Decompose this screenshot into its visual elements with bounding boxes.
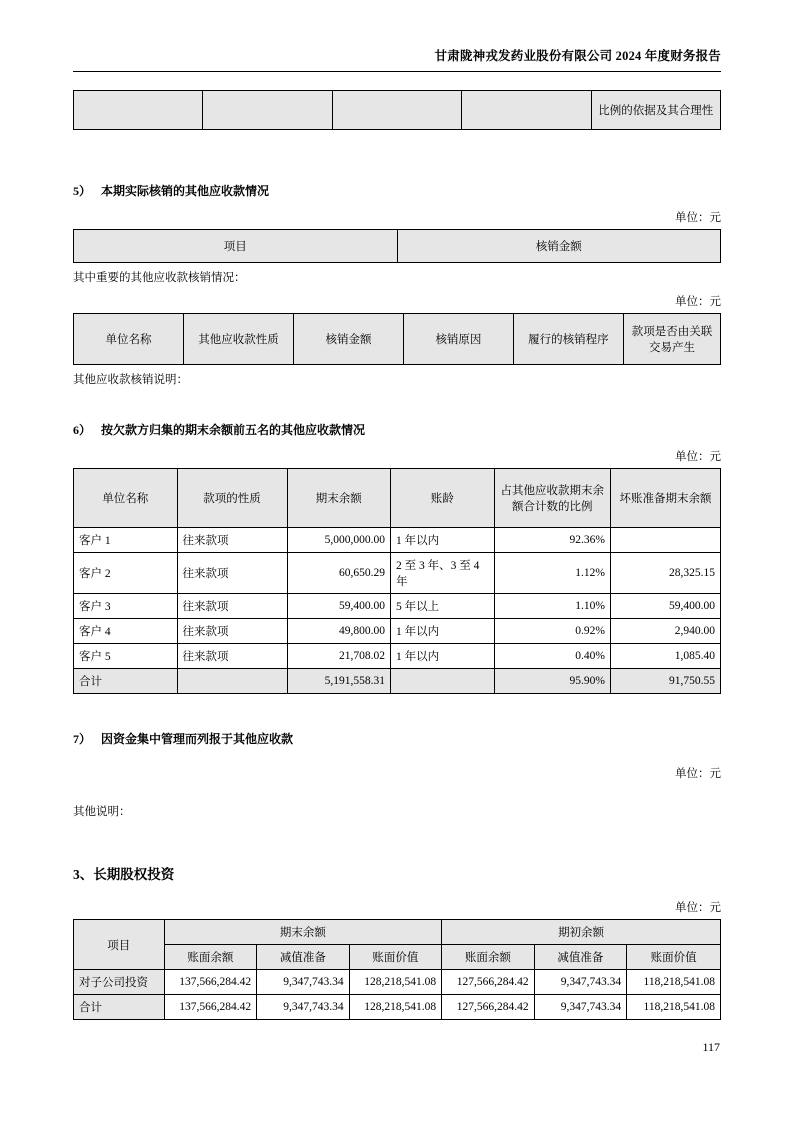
cell-bad-debt (610, 528, 720, 553)
cell-closing-book-balance: 137,566,284.42 (164, 970, 257, 995)
table-row (74, 314, 721, 365)
header-divider (73, 71, 721, 72)
col-header-entity-name: 单位名称 (74, 314, 184, 365)
cell-closing-book-value: 128,218,541.08 (349, 970, 442, 995)
cell-proportion: 92.36% (494, 528, 610, 553)
cell-proportion: 0.92% (494, 619, 610, 644)
cell-item-label: 对子公司投资 (74, 970, 165, 995)
cell-aging: 1 年以内 (391, 644, 495, 669)
section-6-number: 6） (73, 423, 92, 437)
writeoff-summary-table (73, 229, 721, 263)
section-7-number: 7） (73, 732, 92, 746)
cell-entity-name: 客户 5 (74, 644, 178, 669)
unit-label-3: 单位：元 (675, 451, 721, 463)
cell-total-aging (391, 669, 495, 694)
col-header-opening-book-balance: 账面余额 (442, 945, 535, 970)
cell-bad-debt: 2,940.00 (610, 619, 720, 644)
table-row (74, 594, 721, 619)
section-7-title: 因资金集中管理而列报于其他应收款 (101, 732, 294, 746)
cell-aging: 1 年以内 (391, 528, 495, 553)
cell-aging: 1 年以内 (391, 619, 495, 644)
col-header-bad-debt-provision: 坏账准备期末余额 (610, 469, 720, 528)
section-6-heading (73, 421, 721, 438)
unit-label-5: 单位：元 (675, 902, 721, 914)
cell-bad-debt: 59,400.00 (610, 594, 720, 619)
cell-nature: 往来款项 (177, 528, 287, 553)
unit-label-2: 单位：元 (675, 296, 721, 308)
col-group-header-closing: 期末余额 (164, 920, 442, 945)
cell-blank-2 (203, 91, 332, 130)
cell-blank-4 (462, 91, 591, 130)
section-6-title: 按欠款方归集的期末余额前五名的其他应收款情况 (101, 423, 366, 437)
cell-total-label: 合计 (74, 995, 165, 1020)
cell-nature: 往来款项 (177, 553, 287, 594)
col-header-writeoff-amount: 核销金额 (293, 314, 403, 365)
cell-blank-1 (74, 91, 203, 130)
cell-closing-balance: 49,800.00 (287, 619, 391, 644)
cell-opening-impairment: 9,347,743.34 (534, 970, 627, 995)
continuation-table (73, 90, 721, 130)
section-5-heading (73, 182, 721, 199)
cell-total-opening-book-balance: 127,566,284.42 (442, 995, 535, 1020)
col-header-writeoff-procedure: 履行的核销程序 (513, 314, 623, 365)
section-5-number: 5） (73, 184, 92, 198)
cell-total-nature (177, 669, 287, 694)
cell-total-label: 合计 (74, 669, 178, 694)
cell-total-closing-book-balance: 137,566,284.42 (164, 995, 257, 1020)
section-5-title: 本期实际核销的其他应收款情况 (101, 184, 270, 198)
cell-proportion: 0.40% (494, 644, 610, 669)
table-row (74, 920, 721, 945)
cell-total-opening-impairment: 9,347,743.34 (534, 995, 627, 1020)
unit-label-4: 单位：元 (675, 768, 721, 780)
col-header-closing-balance: 期末余额 (287, 469, 391, 528)
other-note: 其他说明： (73, 806, 131, 818)
page-header: 甘肃陇神戎发药业股份有限公司 2024 年度财务报告 (434, 49, 721, 63)
cell-closing-balance: 60,650.29 (287, 553, 391, 594)
cell-bad-debt: 1,085.40 (610, 644, 720, 669)
section-3-heading: 3、长期股权投资 (73, 867, 175, 882)
cell-total-proportion: 95.90% (494, 669, 610, 694)
page-content (73, 46, 721, 1020)
col-header-nature: 款项的性质 (177, 469, 287, 528)
cell-entity-name: 客户 2 (74, 553, 178, 594)
writeoff-note-2: 其他应收款核销说明： (73, 374, 188, 386)
cell-entity-name: 客户 4 (74, 619, 178, 644)
cell-closing-balance: 5,000,000.00 (287, 528, 391, 553)
top5-receivables-table (73, 468, 721, 694)
cell-closing-balance: 59,400.00 (287, 594, 391, 619)
col-header-writeoff-reason: 核销原因 (403, 314, 513, 365)
cell-entity-name: 客户 3 (74, 594, 178, 619)
cell-total-closing-balance: 5,191,558.31 (287, 669, 391, 694)
unit-label-1: 单位：元 (675, 212, 721, 224)
table-row (74, 970, 721, 995)
col-header-aging: 账龄 (391, 469, 495, 528)
cell-blank-3 (332, 91, 461, 130)
table-row (74, 528, 721, 553)
table-row-total (74, 995, 721, 1020)
cell-closing-impairment: 9,347,743.34 (257, 970, 350, 995)
cell-closing-balance: 21,708.02 (287, 644, 391, 669)
cell-bad-debt: 28,325.15 (610, 553, 720, 594)
cell-aging: 2 至 3 年、3 至 4 年 (391, 553, 495, 594)
col-header-closing-impairment: 减值准备 (257, 945, 350, 970)
cell-nature: 往来款项 (177, 594, 287, 619)
col-header-item: 项目 (74, 230, 398, 263)
cell-entity-name: 客户 1 (74, 528, 178, 553)
table-row (74, 553, 721, 594)
col-header-closing-book-value: 账面价值 (349, 945, 442, 970)
section-7-heading (73, 730, 721, 747)
table-row (74, 644, 721, 669)
col-header-opening-impairment: 减值准备 (534, 945, 627, 970)
cell-proportion: 1.12% (494, 553, 610, 594)
table-row (74, 469, 721, 528)
col-header-receivable-nature: 其他应收款性质 (183, 314, 293, 365)
col-group-header-opening: 期初余额 (442, 920, 721, 945)
cell-ratio-basis: 比例的依据及其合理性 (591, 91, 720, 130)
cell-nature: 往来款项 (177, 644, 287, 669)
col-header-item: 项目 (74, 920, 165, 970)
table-row (74, 945, 721, 970)
table-row (74, 619, 721, 644)
cell-opening-book-value: 118,218,541.08 (627, 970, 721, 995)
table-row (74, 91, 721, 130)
table-row (74, 230, 721, 263)
col-header-writeoff-amount: 核销金额 (397, 230, 721, 263)
cell-opening-book-balance: 127,566,284.42 (442, 970, 535, 995)
cell-total-closing-impairment: 9,347,743.34 (257, 995, 350, 1020)
writeoff-note-1: 其中重要的其他应收款核销情况： (73, 272, 246, 284)
col-header-proportion: 占其他应收款期末余额合计数的比例 (494, 469, 610, 528)
col-header-opening-book-value: 账面价值 (627, 945, 721, 970)
cell-total-bad-debt: 91,750.55 (610, 669, 720, 694)
table-row-total (74, 669, 721, 694)
cell-nature: 往来款项 (177, 619, 287, 644)
cell-aging: 5 年以上 (391, 594, 495, 619)
page-number: 117 (702, 1040, 720, 1054)
col-header-entity-name: 单位名称 (74, 469, 178, 528)
longterm-equity-investment-table (73, 919, 721, 1020)
cell-total-opening-book-value: 118,218,541.08 (627, 995, 721, 1020)
cell-total-closing-book-value: 128,218,541.08 (349, 995, 442, 1020)
col-header-related-party: 款项是否由关联交易产生 (623, 314, 720, 365)
significant-writeoff-table (73, 313, 721, 365)
cell-proportion: 1.10% (494, 594, 610, 619)
col-header-closing-book-balance: 账面余额 (164, 945, 257, 970)
